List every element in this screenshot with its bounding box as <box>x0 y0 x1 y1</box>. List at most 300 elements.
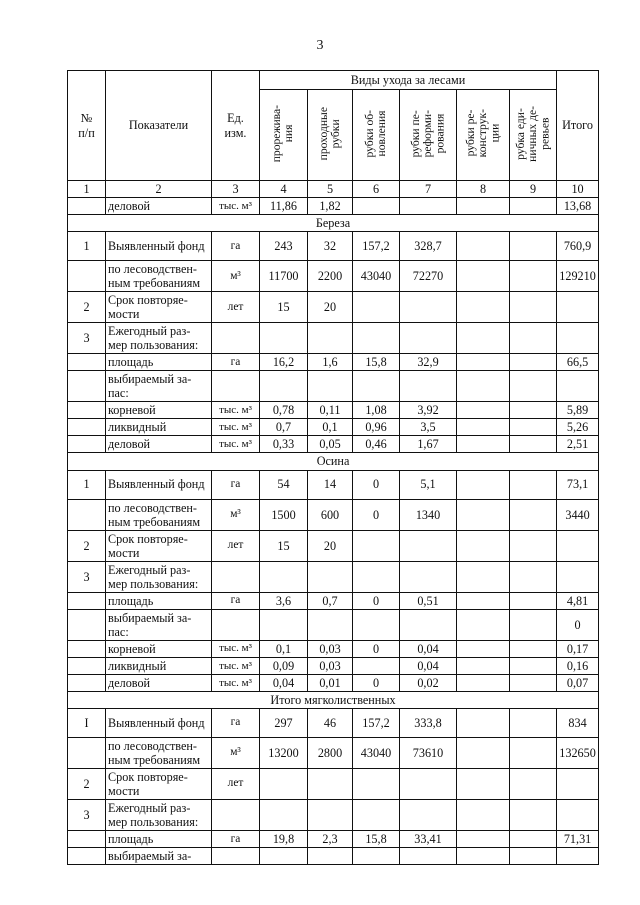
row-number-cell <box>68 674 106 691</box>
header-col-renewal-cutting: рубки об- новления <box>353 90 400 181</box>
unit-cell: тыс. м³ <box>212 436 260 453</box>
total-cell: 0 <box>557 609 599 640</box>
table-row <box>68 232 599 261</box>
value-cell: 15,8 <box>353 354 400 371</box>
row-number-cell <box>68 831 106 848</box>
value-cell <box>457 323 510 354</box>
value-cell: 0,46 <box>353 436 400 453</box>
value-cell <box>457 292 510 323</box>
total-cell <box>557 561 599 592</box>
row-number-cell <box>68 261 106 292</box>
value-cell <box>457 354 510 371</box>
value-cell <box>353 292 400 323</box>
forest-care-table <box>67 70 599 865</box>
value-cell <box>308 768 353 799</box>
value-cell: 15 <box>260 292 308 323</box>
value-cell <box>457 436 510 453</box>
table-row <box>68 354 599 371</box>
unit-cell <box>212 371 260 402</box>
table-row <box>68 323 599 354</box>
table-row <box>68 402 599 419</box>
indicator-cell: Выявленный фонд <box>106 232 212 261</box>
value-cell <box>400 848 457 865</box>
value-cell: 0,01 <box>308 674 353 691</box>
value-cell <box>400 292 457 323</box>
total-cell: 5,89 <box>557 402 599 419</box>
total-cell <box>557 530 599 561</box>
total-cell: 0,16 <box>557 657 599 674</box>
value-cell <box>510 292 557 323</box>
value-cell <box>400 768 457 799</box>
table-row <box>68 640 599 657</box>
value-cell <box>457 640 510 657</box>
row-number-cell <box>68 419 106 436</box>
row-number-cell: 3 <box>68 323 106 354</box>
value-cell: 0 <box>353 592 400 609</box>
column-number: 7 <box>400 181 457 198</box>
value-cell <box>510 674 557 691</box>
value-cell <box>457 470 510 499</box>
value-cell <box>353 530 400 561</box>
table-row <box>68 371 599 402</box>
value-cell <box>353 323 400 354</box>
value-cell: 19,8 <box>260 831 308 848</box>
header-group-title: Виды ухода за лесами <box>260 71 557 90</box>
table-row <box>68 499 599 530</box>
row-number-cell: I <box>68 708 106 737</box>
table-row <box>68 436 599 453</box>
total-cell: 5,26 <box>557 419 599 436</box>
value-cell: 2200 <box>308 261 353 292</box>
value-cell <box>457 232 510 261</box>
value-cell: 0,05 <box>308 436 353 453</box>
value-cell: 0,04 <box>400 640 457 657</box>
value-cell <box>308 323 353 354</box>
table-row <box>68 737 599 768</box>
column-number: 8 <box>457 181 510 198</box>
row-number-cell: 3 <box>68 561 106 592</box>
value-cell <box>457 499 510 530</box>
indicator-cell: по лесоводствен-ным требованиям <box>106 499 212 530</box>
indicator-cell: площадь <box>106 354 212 371</box>
unit-cell: лет <box>212 768 260 799</box>
total-cell <box>557 768 599 799</box>
value-cell <box>457 768 510 799</box>
row-number-cell <box>68 848 106 865</box>
indicator-cell: корневой <box>106 640 212 657</box>
value-cell <box>400 800 457 831</box>
value-cell: 0,04 <box>260 674 308 691</box>
value-cell <box>457 261 510 292</box>
value-cell <box>510 592 557 609</box>
total-cell <box>557 800 599 831</box>
value-cell: 0,1 <box>260 640 308 657</box>
value-cell: 20 <box>308 292 353 323</box>
value-cell <box>308 561 353 592</box>
value-cell <box>353 609 400 640</box>
total-cell: 132650 <box>557 737 599 768</box>
unit-cell: га <box>212 470 260 499</box>
value-cell <box>510 419 557 436</box>
indicator-cell: площадь <box>106 831 212 848</box>
value-cell <box>457 657 510 674</box>
value-cell <box>353 657 400 674</box>
indicator-cell: по лесоводствен-ным требованиям <box>106 737 212 768</box>
table-row <box>68 768 599 799</box>
value-cell: 15,8 <box>353 831 400 848</box>
value-cell <box>353 800 400 831</box>
value-cell: 600 <box>308 499 353 530</box>
value-cell: 73610 <box>400 737 457 768</box>
value-cell: 1,08 <box>353 402 400 419</box>
value-cell: 54 <box>260 470 308 499</box>
value-cell: 0,78 <box>260 402 308 419</box>
total-cell: 760,9 <box>557 232 599 261</box>
value-cell <box>260 768 308 799</box>
row-number-cell <box>68 436 106 453</box>
section-header-row <box>68 215 599 232</box>
table-row <box>68 609 599 640</box>
row-number-cell <box>68 640 106 657</box>
unit-cell <box>212 848 260 865</box>
unit-cell: лет <box>212 530 260 561</box>
value-cell <box>510 436 557 453</box>
unit-cell: га <box>212 354 260 371</box>
value-cell <box>353 768 400 799</box>
indicator-cell: деловой <box>106 198 212 215</box>
total-cell: 13,68 <box>557 198 599 215</box>
value-cell: 3,6 <box>260 592 308 609</box>
unit-cell: м³ <box>212 261 260 292</box>
value-cell: 13200 <box>260 737 308 768</box>
value-cell <box>510 323 557 354</box>
value-cell <box>510 708 557 737</box>
value-cell <box>400 198 457 215</box>
value-cell <box>457 371 510 402</box>
indicator-cell: корневой <box>106 402 212 419</box>
row-number-cell <box>68 198 106 215</box>
value-cell <box>510 640 557 657</box>
value-cell <box>510 499 557 530</box>
value-cell: 0,11 <box>308 402 353 419</box>
unit-cell: тыс. м³ <box>212 640 260 657</box>
indicator-cell: ликвидный <box>106 657 212 674</box>
value-cell: 243 <box>260 232 308 261</box>
row-number-cell <box>68 737 106 768</box>
indicator-cell: Срок повторяе-мости <box>106 530 212 561</box>
total-cell: 73,1 <box>557 470 599 499</box>
value-cell <box>457 831 510 848</box>
value-cell: 15 <box>260 530 308 561</box>
value-cell <box>400 609 457 640</box>
indicator-cell: Ежегодный раз-мер пользования: <box>106 800 212 831</box>
unit-cell: м³ <box>212 737 260 768</box>
value-cell: 11700 <box>260 261 308 292</box>
total-cell <box>557 323 599 354</box>
total-cell: 129210 <box>557 261 599 292</box>
value-cell <box>510 768 557 799</box>
row-number-cell <box>68 592 106 609</box>
indicator-cell: выбираемый за-пас: <box>106 371 212 402</box>
value-cell: 0 <box>353 674 400 691</box>
value-cell: 1,82 <box>308 198 353 215</box>
column-number: 3 <box>212 181 260 198</box>
column-number: 6 <box>353 181 400 198</box>
table-row <box>68 800 599 831</box>
table-row <box>68 708 599 737</box>
column-number: 4 <box>260 181 308 198</box>
value-cell: 0,09 <box>260 657 308 674</box>
value-cell <box>260 609 308 640</box>
total-cell <box>557 848 599 865</box>
value-cell <box>308 848 353 865</box>
value-cell <box>457 402 510 419</box>
value-cell: 3,5 <box>400 419 457 436</box>
value-cell: 72270 <box>400 261 457 292</box>
unit-cell: га <box>212 592 260 609</box>
value-cell: 0,33 <box>260 436 308 453</box>
unit-cell <box>212 323 260 354</box>
value-cell: 333,8 <box>400 708 457 737</box>
value-cell: 5,1 <box>400 470 457 499</box>
value-cell <box>308 800 353 831</box>
table-row <box>68 530 599 561</box>
value-cell: 0,02 <box>400 674 457 691</box>
unit-cell <box>212 800 260 831</box>
table-body <box>68 198 599 865</box>
row-number-cell: 2 <box>68 292 106 323</box>
value-cell: 3,92 <box>400 402 457 419</box>
value-cell: 157,2 <box>353 232 400 261</box>
value-cell: 43040 <box>353 737 400 768</box>
total-cell: 0,07 <box>557 674 599 691</box>
value-cell <box>457 800 510 831</box>
indicator-cell: Срок повторяе-мости <box>106 768 212 799</box>
value-cell: 20 <box>308 530 353 561</box>
value-cell <box>510 561 557 592</box>
header-col-unit: Ед. изм. <box>212 71 260 181</box>
value-cell <box>260 371 308 402</box>
value-cell: 32,9 <box>400 354 457 371</box>
value-cell: 46 <box>308 708 353 737</box>
table-row <box>68 674 599 691</box>
value-cell: 0,03 <box>308 657 353 674</box>
section-title: Итого мягколиственных <box>68 691 599 708</box>
value-cell <box>457 198 510 215</box>
unit-cell: м³ <box>212 499 260 530</box>
value-cell: 0,03 <box>308 640 353 657</box>
row-number-cell: 3 <box>68 800 106 831</box>
total-cell: 834 <box>557 708 599 737</box>
header-col-no: № п/п <box>68 71 106 181</box>
value-cell <box>510 800 557 831</box>
value-cell <box>510 737 557 768</box>
value-cell <box>457 530 510 561</box>
table-row <box>68 261 599 292</box>
column-number: 5 <box>308 181 353 198</box>
value-cell <box>260 561 308 592</box>
value-cell <box>400 371 457 402</box>
value-cell <box>510 354 557 371</box>
value-cell <box>510 402 557 419</box>
row-number-cell <box>68 609 106 640</box>
unit-cell: тыс. м³ <box>212 674 260 691</box>
page-number: 3 <box>316 38 324 53</box>
value-cell <box>260 800 308 831</box>
value-cell: 32 <box>308 232 353 261</box>
value-cell: 0,04 <box>400 657 457 674</box>
indicator-cell: Ежегодный раз-мер пользования: <box>106 323 212 354</box>
section-title: Береза <box>68 215 599 232</box>
value-cell: 16,2 <box>260 354 308 371</box>
unit-cell: лет <box>212 292 260 323</box>
row-number-cell: 2 <box>68 768 106 799</box>
row-number-cell <box>68 354 106 371</box>
header-col-reformation-cutting: рубки пе- реформи- рования <box>400 90 457 181</box>
value-cell <box>260 848 308 865</box>
value-cell <box>353 561 400 592</box>
table-row <box>68 831 599 848</box>
unit-cell <box>212 561 260 592</box>
header-col-indicators: Показатели <box>106 71 212 181</box>
indicator-cell: выбираемый за- <box>106 848 212 865</box>
value-cell <box>457 674 510 691</box>
value-cell <box>510 530 557 561</box>
value-cell: 1500 <box>260 499 308 530</box>
value-cell <box>457 419 510 436</box>
indicator-cell: Выявленный фонд <box>106 470 212 499</box>
value-cell <box>457 848 510 865</box>
indicator-cell: площадь <box>106 592 212 609</box>
table-row <box>68 292 599 323</box>
unit-cell <box>212 609 260 640</box>
total-cell: 3440 <box>557 499 599 530</box>
column-number: 9 <box>510 181 557 198</box>
table-row <box>68 848 599 865</box>
value-cell <box>510 371 557 402</box>
header-col-reconstruction-cutting: рубки ре- конструк- ции <box>457 90 510 181</box>
section-title: Осина <box>68 453 599 470</box>
unit-cell: га <box>212 232 260 261</box>
value-cell: 11,86 <box>260 198 308 215</box>
total-cell: 0,17 <box>557 640 599 657</box>
indicator-cell: выбираемый за-пас: <box>106 609 212 640</box>
total-cell: 71,31 <box>557 831 599 848</box>
value-cell <box>400 530 457 561</box>
value-cell: 33,41 <box>400 831 457 848</box>
unit-cell: тыс. м³ <box>212 419 260 436</box>
value-cell: 1,6 <box>308 354 353 371</box>
value-cell <box>510 232 557 261</box>
unit-cell: га <box>212 708 260 737</box>
unit-cell: га <box>212 831 260 848</box>
value-cell <box>353 371 400 402</box>
indicator-cell: деловой <box>106 436 212 453</box>
value-cell <box>457 561 510 592</box>
row-number-cell <box>68 371 106 402</box>
header-col-single-tree-cutting: рубка еди- ничных де- ревьев <box>510 90 557 181</box>
table-row <box>68 592 599 609</box>
value-cell <box>457 609 510 640</box>
value-cell: 0 <box>353 470 400 499</box>
value-cell: 0,96 <box>353 419 400 436</box>
value-cell: 0,51 <box>400 592 457 609</box>
value-cell <box>510 657 557 674</box>
value-cell: 1,67 <box>400 436 457 453</box>
unit-cell: тыс. м³ <box>212 198 260 215</box>
indicator-cell: Выявленный фонд <box>106 708 212 737</box>
value-cell: 0,7 <box>260 419 308 436</box>
indicator-cell: ликвидный <box>106 419 212 436</box>
column-number: 2 <box>106 181 212 198</box>
value-cell <box>308 609 353 640</box>
value-cell: 0,7 <box>308 592 353 609</box>
value-cell: 0 <box>353 499 400 530</box>
row-number-cell <box>68 499 106 530</box>
row-number-cell: 1 <box>68 470 106 499</box>
column-numbers-row <box>68 181 599 198</box>
value-cell <box>353 198 400 215</box>
table-row <box>68 561 599 592</box>
value-cell: 2800 <box>308 737 353 768</box>
value-cell <box>353 848 400 865</box>
total-cell: 66,5 <box>557 354 599 371</box>
section-header-row <box>68 691 599 708</box>
row-number-cell <box>68 402 106 419</box>
value-cell <box>400 323 457 354</box>
value-cell: 0,1 <box>308 419 353 436</box>
indicator-cell: Ежегодный раз-мер пользования: <box>106 561 212 592</box>
indicator-cell: деловой <box>106 674 212 691</box>
header-col-total: Итого <box>557 71 599 181</box>
indicator-cell: Срок повторяе-мости <box>106 292 212 323</box>
value-cell: 1340 <box>400 499 457 530</box>
header-col-thinning: прорежива- ния <box>260 90 308 181</box>
value-cell <box>510 848 557 865</box>
value-cell: 297 <box>260 708 308 737</box>
table-row <box>68 198 599 215</box>
unit-cell: тыс. м³ <box>212 657 260 674</box>
total-cell <box>557 292 599 323</box>
row-number-cell <box>68 657 106 674</box>
value-cell: 2,3 <box>308 831 353 848</box>
header-col-passage-cutting: проходные рубки <box>308 90 353 181</box>
value-cell: 0 <box>353 640 400 657</box>
value-cell: 43040 <box>353 261 400 292</box>
value-cell: 157,2 <box>353 708 400 737</box>
unit-cell: тыс. м³ <box>212 402 260 419</box>
table-row <box>68 470 599 499</box>
table-header <box>68 71 599 198</box>
total-cell <box>557 371 599 402</box>
value-cell <box>260 323 308 354</box>
table-row <box>68 419 599 436</box>
value-cell <box>510 609 557 640</box>
table-row <box>68 657 599 674</box>
column-number: 1 <box>68 181 106 198</box>
column-number: 10 <box>557 181 599 198</box>
value-cell <box>457 592 510 609</box>
row-number-cell: 2 <box>68 530 106 561</box>
value-cell <box>510 831 557 848</box>
value-cell <box>457 708 510 737</box>
value-cell <box>400 561 457 592</box>
total-cell: 4,81 <box>557 592 599 609</box>
value-cell <box>510 470 557 499</box>
row-number-cell: 1 <box>68 232 106 261</box>
value-cell <box>308 371 353 402</box>
total-cell: 2,51 <box>557 436 599 453</box>
